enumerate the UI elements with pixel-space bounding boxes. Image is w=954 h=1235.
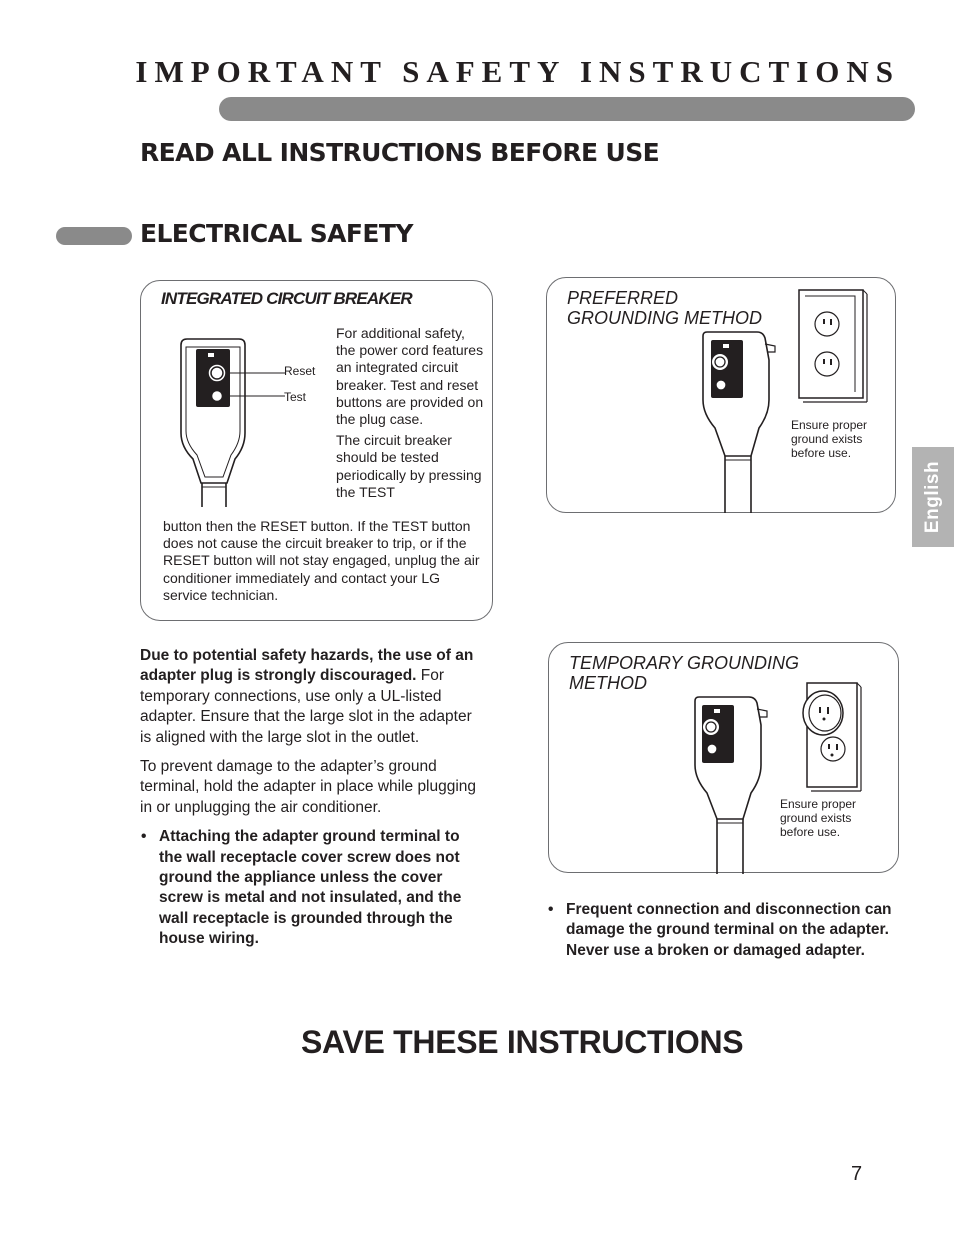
adapter-bullet-right: • Frequent connection and disconnection can damage the ground terminal on the adapter. Never use a broken or damaged adapter. [547, 900, 897, 961]
adapter-ground-paragraph: To prevent damage to the adapter’s ground terminal, hold the adapter in place while plugging in or unplugging the air conditioner. [140, 758, 477, 816]
preferred-grounding-box [546, 277, 896, 513]
adapter-warning-column [140, 646, 485, 950]
page-number: 7 [851, 1163, 863, 1185]
circuit-breaker-title: INTEGRATED CIRCUIT BREAKER [161, 289, 412, 308]
temporary-grounding-illustration [689, 679, 869, 874]
temporary-grounding-box [548, 642, 899, 873]
circuit-breaker-paragraph2-end: button then the RESET button. If the TEST button does not cause the circuit breaker to trip, or if the RESET button will not stay engaged, unplug the air conditioner immediately and contact your LG service technician. [163, 518, 480, 603]
test-label: Test [284, 390, 307, 404]
section-marker [56, 227, 132, 245]
temporary-grounding-title-line1: TEMPORARY GROUNDING [569, 653, 800, 673]
header-divider-bar [219, 97, 915, 121]
adapter-warning-paragraph [140, 646, 485, 748]
adapter-warning-rest: For temporary connections, use only a UL-listed adapter. Ensure that the large slot in the adapter is aligned with the large slot in the outlet. [140, 667, 472, 746]
preferred-grounding-title-line1: PREFERRED [567, 288, 679, 308]
reset-label: Reset [284, 364, 316, 378]
temporary-grounding-note: Ensure proper ground exists before use. [780, 797, 857, 839]
circuit-breaker-paragraph2-start: The circuit breaker should be tested periodically by pressing the TEST [336, 432, 482, 500]
circuit-breaker-text-upper [336, 325, 486, 501]
temporary-grounding-title-line2: METHOD [569, 673, 647, 693]
save-instructions-heading: SAVE THESE INSTRUCTIONS [301, 1024, 744, 1060]
circuit-breaker-box [140, 280, 493, 621]
language-tab [912, 447, 954, 547]
circuit-breaker-paragraph1: For additional safety, the power cord features an integrated circuit breaker. Test and reset buttons are provided on the plug case. [336, 325, 484, 428]
preferred-grounding-title-line2: GROUNDING METHOD [567, 308, 762, 328]
preferred-grounding-note: Ensure proper ground exists before use. [791, 418, 868, 460]
section-title: ELECTRICAL SAFETY [140, 219, 413, 248]
preferred-grounding-illustration [697, 288, 877, 513]
adapter-warning-bold: Due to potential safety hazards, the use of an adapter plug is strongly discouraged. [140, 647, 474, 685]
read-instructions-heading: READ ALL INSTRUCTIONS BEFORE USE [140, 138, 660, 167]
language-tab-label: English [922, 460, 943, 534]
circuit-breaker-plug-illustration [175, 337, 315, 507]
adapter-bullet-left: • Attaching the adapter ground terminal to the wall receptacle cover screw does not ground the appliance unless the cover screw is metal and not insulated, and the wall receptacle is grounded through the house wiring. [140, 827, 485, 949]
page-header-title: IMPORTANT SAFETY INSTRUCTIONS [135, 54, 900, 89]
